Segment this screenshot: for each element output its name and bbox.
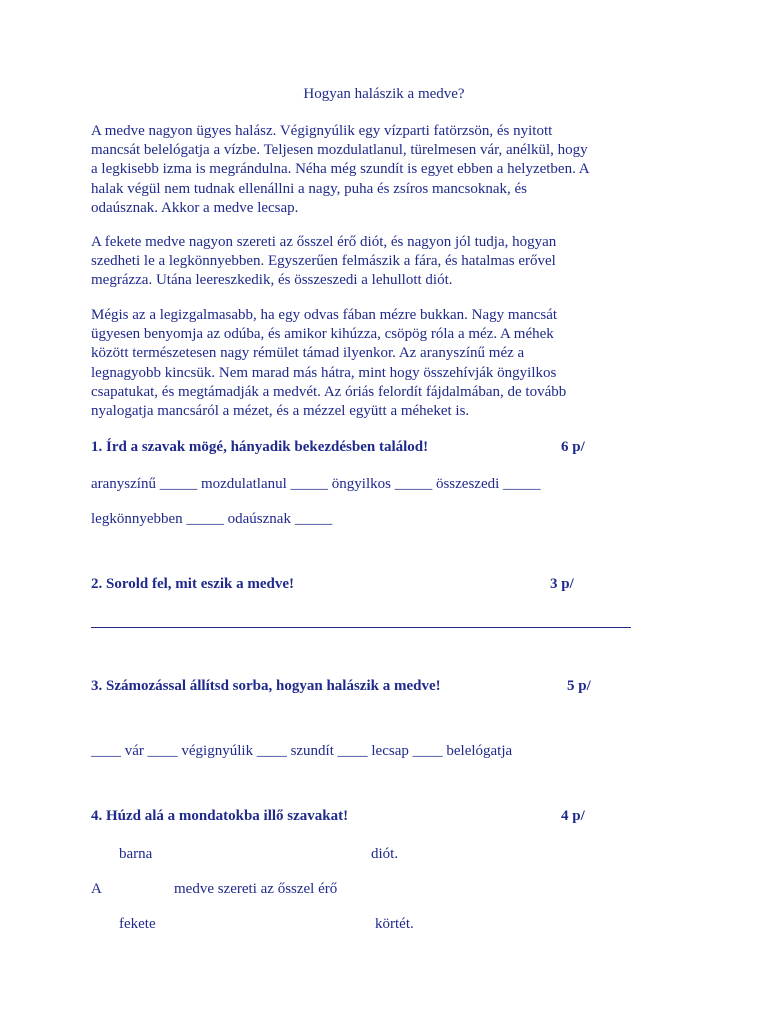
question-2-answer-line[interactable] xyxy=(91,627,631,628)
page-title: Hogyan halászik a medve? xyxy=(303,86,465,102)
paragraph-3 xyxy=(91,306,681,421)
question-4-text: 4. Húzd alá a mondatokba illő szavakat! xyxy=(91,808,349,824)
paragraph-line: között természetesen nagy rémület támad ilyenkor. Az aranyszínű méz a xyxy=(91,345,525,362)
question-2-points: 3 p/ xyxy=(550,576,574,592)
paragraph-line: odaúsznak. Akkor a medve lecsap. xyxy=(91,199,299,216)
sentence-middle: medve szereti az ősszel érő xyxy=(174,881,338,897)
question-3-answer-line[interactable]: ____ vár ____ végignyúlik ____ szundít ____ lecsap ____ belelógatja xyxy=(91,743,513,759)
paragraph-line: Mégis az a legizgalmasabb, ha egy odvas fában mézre bukkan. Nagy mancsát xyxy=(91,307,558,323)
question-1-points: 6 p/ xyxy=(561,439,585,455)
option-fekete[interactable]: fekete xyxy=(119,916,156,932)
option-diot[interactable]: diót. xyxy=(371,846,399,862)
paragraph-2 xyxy=(91,233,681,291)
sentence-start: A xyxy=(91,881,102,897)
option-barna[interactable]: barna xyxy=(119,846,153,862)
question-1-answer-line-2[interactable]: legkönnyebben _____ odaúsznak _____ xyxy=(91,511,333,527)
paragraph-line: nyalogatja mancsáról a mézet, és a mézzel együtt a méheket is. xyxy=(91,403,470,420)
question-4-points: 4 p/ xyxy=(561,808,585,824)
question-3-points: 5 p/ xyxy=(567,678,591,694)
question-1-text: 1. Írd a szavak mögé, hányadik bekezdésben találod! xyxy=(91,439,429,455)
paragraph-line: mancsát belelógatja a vízbe. Teljesen mozdulatlanul, türelmesen vár, anélkül, hogy xyxy=(91,142,588,159)
option-kortet[interactable]: körtét. xyxy=(375,916,414,932)
paragraph-line: a legkisebb izma is megrándulna. Néha még szundít is egyet ebben a helyzetben. A xyxy=(91,161,590,178)
paragraph-line: legnagyobb kincsük. Nem marad más hátra, mint hogy összehívják öngyilkos xyxy=(91,364,557,381)
question-1-answer-line-1[interactable]: aranyszínű _____ mozdulatlanul _____ öngyilkos _____ összeszedi _____ xyxy=(91,476,541,492)
paragraph-line: szedheti le a legkönnyebben. Egyszerűen felmászik a fára, és hatalmas erővel xyxy=(91,253,556,270)
paragraph-line: A fekete medve nagyon szereti az ősszel érő diót, és nagyon jól tudja, hogyan xyxy=(91,234,557,250)
paragraph-line: ügyesen benyomja az odúba, és amikor kihúzza, csöpög róla a méz. A méhek xyxy=(91,326,554,343)
paragraph-line: halak végül nem tudnak ellenállni a nagy, puha és zsíros mancsoknak, és xyxy=(91,180,527,197)
paragraph-1 xyxy=(91,122,681,218)
paragraph-line: csapatukat, és megtámadják a medvét. Az óriás felordít fájdalmában, de tovább xyxy=(91,383,567,400)
paragraph-line: A medve nagyon ügyes halász. Végignyúlik egy vízparti fatörzsön, és nyitott xyxy=(91,123,553,139)
question-2-text: 2. Sorold fel, mit eszik a medve! xyxy=(91,576,295,592)
paragraph-line: megrázza. Utána leereszkedik, és összeszedi a lehullott diót. xyxy=(91,272,453,289)
question-3-text: 3. Számozással állítsd sorba, hogyan halászik a medve! xyxy=(91,678,441,694)
